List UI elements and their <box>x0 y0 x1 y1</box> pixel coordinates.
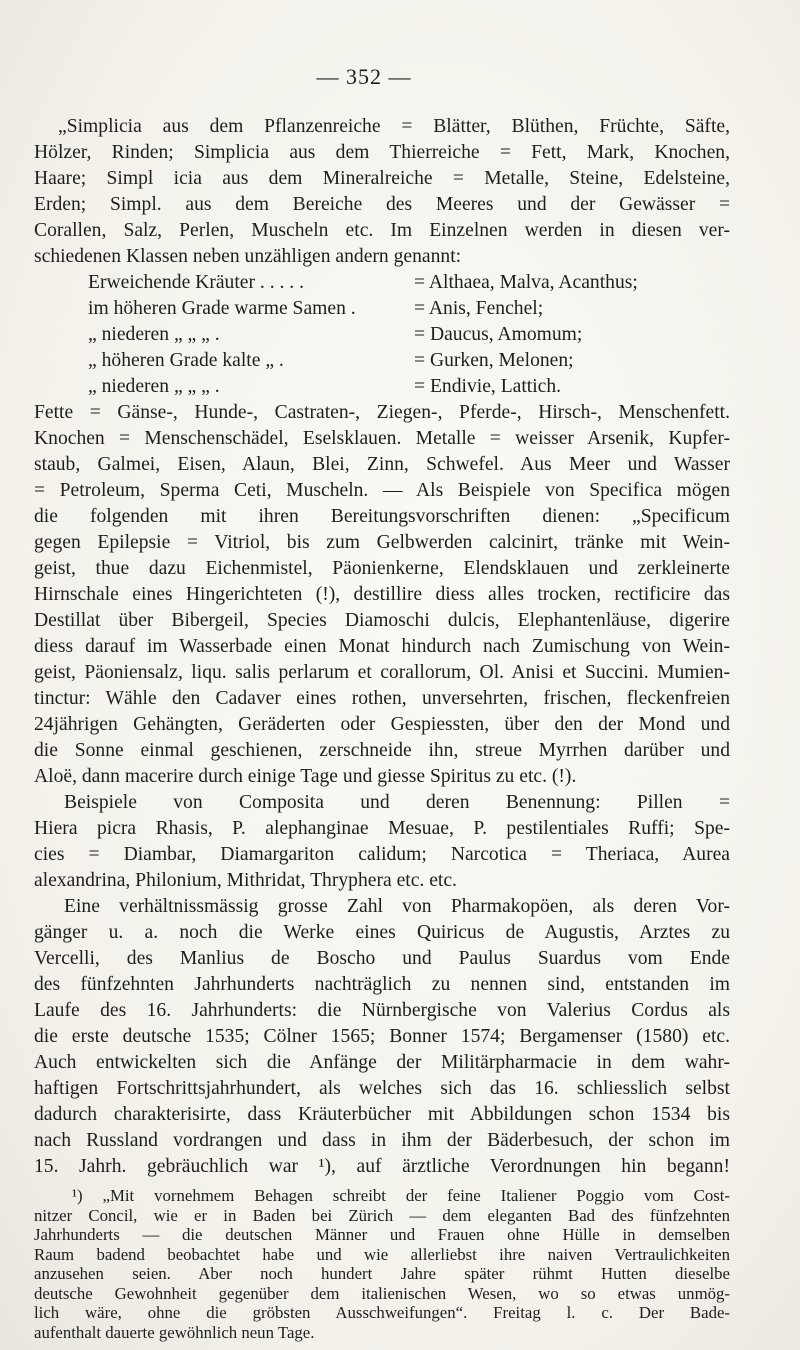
text-line: die folgenden mit ihren Bereitungsvorschriften dienen: „Specificum <box>34 506 730 527</box>
text-line: gegen Epilepsie = Vitriol, bis zum Gelbwerden calcinirt, tränke mit Wein- <box>34 532 730 553</box>
text-line: diess darauf im Wasserbade einen Monat hindurch nach Zumischung von Wein- <box>34 636 730 657</box>
footnote-line: Jahrhunderts — die deutschen Männer und Frauen ohne Hülle in demselben <box>34 1225 730 1244</box>
text-line: Beispiele von Composita und deren Benennung: Pillen = <box>64 792 730 813</box>
text-line: Haare; Simpl icia aus dem Mineralreiche = Metalle, Steine, Edelsteine, <box>34 168 730 189</box>
text-line: 24jährigen Gehängten, Geräderten oder Gespiessten, über den der Mond und <box>34 714 730 735</box>
footnote-line: nitzer Concil, wie er in Baden bei Zürich — dem eleganten Bad des fünfzehnten <box>34 1205 730 1225</box>
listing-term: im höheren Grade warme Samen . <box>88 298 356 319</box>
text-line: nach Russland vordrangen und dass in ihm der Bäderbesuch, der schon im <box>34 1130 730 1151</box>
text-line: geist, thue dazu Eichenmistel, Päonienkerne, Elendsklauen und zerkleinerte <box>34 558 730 579</box>
text-line: Laufe des 16. Jahrhunderts: die Nürnbergische von Valerius Cordus als <box>34 1000 730 1021</box>
text-line: schiedenen Klassen neben unzähligen andern genannt: <box>34 246 462 267</box>
listing-definition: = Anis, Fenchel; <box>414 298 544 319</box>
text-line: Aloë, dann macerire durch einige Tage und giesse Spiritus zu etc. (!). <box>34 766 577 787</box>
text-line: 15. Jahrh. gebräuchlich war ¹), auf ärztliche Verordnungen hin begann! <box>34 1156 730 1177</box>
listing-definition: = Althaea, Malva, Acanthus; <box>414 272 638 293</box>
footnote-line: deutsche Gewohnheit gegenüber dem italienischen Wesen, wo so etwas unmög- <box>34 1283 730 1303</box>
text-line: tinctur: Wähle den Cadaver eines rothen, unversehrten, frischen, fleckenfreien <box>34 688 730 709</box>
text-line: Hiera picra Rhasis, P. alephanginae Mesuae, P. pestilentiales Ruffi; Spe- <box>34 818 730 839</box>
footnote-line: Raum badend beobachtet habe und wie allerliebst ihre naiven Vertraulichkeiten <box>34 1244 730 1264</box>
listing-term: „ höheren Grade kalte „ . <box>88 350 284 371</box>
text-line: gänger u. a. noch die Werke eines Quiricus de Augustis, Arztes zu <box>34 922 730 943</box>
text-line: haftigen Fortschrittsjahrhundert, als welches sich das 16. schliesslich selbst <box>34 1078 730 1099</box>
text-line: Auch entwickelten sich die Anfänge der Militärpharmacie in dem wahr- <box>34 1052 730 1073</box>
text-line: cies = Diambar, Diamargariton calidum; Narcotica = Theriaca, Aurea <box>34 844 730 865</box>
text-line: Erden; Simpl. aus dem Bereiche des Meeres und der Gewässer = <box>34 194 730 215</box>
text-line: Eine verhältnissmässig grosse Zahl von Pharmakopöen, als deren Vor- <box>64 896 730 917</box>
text-line: = Petroleum, Sperma Ceti, Muscheln. — Als Beispiele von Specifica mögen <box>34 480 730 501</box>
listing-term: „ niederen „ „ „ . <box>88 376 220 397</box>
footnote-line: anzusehen seien. Aber noch hundert Jahre später rühmt Hutten dieselbe <box>34 1264 730 1283</box>
footnote-line: aufenthalt dauerte gewöhnlich neun Tage. <box>34 1322 315 1342</box>
text-line: geist, Päoniensalz, liqu. salis perlarum et corallorum, Ol. Anisi et Succini. Mumien- <box>34 662 730 683</box>
listing-definition: = Endivie, Lattich. <box>414 376 562 397</box>
text-line: des fünfzehnten Jahrhunderts nachträglich zu nennen sind, entstanden im <box>34 974 730 995</box>
text-line: Corallen, Salz, Perlen, Muscheln etc. Im Einzelnen werden in diesen ver- <box>34 220 730 241</box>
listing-definition: = Daucus, Amomum; <box>414 324 583 345</box>
footnote-line: lich wäre, ohne die gröbsten Ausschweifungen“. Freitag l. c. Der Bade- <box>34 1303 730 1322</box>
text-line: die Sonne einmal geschienen, zerschneide ihn, streue Myrrhen darüber und <box>34 740 730 761</box>
footnote-line: ¹) „Mit vornehmem Behagen schreibt der feine Italiener Poggio vom Cost- <box>72 1186 730 1205</box>
listing-term: „ niederen „ „ „ . <box>88 324 220 345</box>
text-line: alexandrina, Philonium, Mithridat, Thryphera etc. etc. <box>34 870 457 891</box>
text-line: die erste deutsche 1535; Cölner 1565; Bonner 1574; Bergamenser (1580) etc. <box>34 1026 730 1047</box>
text-line: Destillat über Bibergeil, Species Diamoschi dulcis, Elephantenläuse, digerire <box>34 610 730 631</box>
listing-definition: = Gurken, Melonen; <box>414 350 574 371</box>
text-line: Vercelli, des Manlius de Boscho und Paulus Suardus vom Ende <box>34 948 730 969</box>
page-number: — 352 — <box>316 64 412 89</box>
text-line: Hölzer, Rinden; Simplicia aus dem Thierreiche = Fett, Mark, Knochen, <box>34 142 730 163</box>
text-line: Hirnschale eines Hingerichteten (!), destillire diess alles trocken, rectificire das <box>34 584 730 605</box>
listing-term: Erweichende Kräuter . . . . . <box>88 272 304 293</box>
text-line: „Simplicia aus dem Pflanzenreiche = Blätter, Blüthen, Früchte, Säfte, <box>58 116 730 137</box>
text-line: staub, Galmei, Eisen, Alaun, Blei, Zinn, Schwefel. Aus Meer und Wasser <box>34 454 730 475</box>
text-line: dadurch charakterisirte, dass Kräuterbücher mit Abbildungen schon 1534 bis <box>34 1104 730 1125</box>
text-line: Fette = Gänse-, Hunde-, Castraten-, Ziegen-, Pferde-, Hirsch-, Menschenfett. <box>34 402 730 423</box>
text-line: Knochen = Menschenschädel, Eselsklauen. Metalle = weisser Arsenik, Kupfer- <box>34 428 730 449</box>
